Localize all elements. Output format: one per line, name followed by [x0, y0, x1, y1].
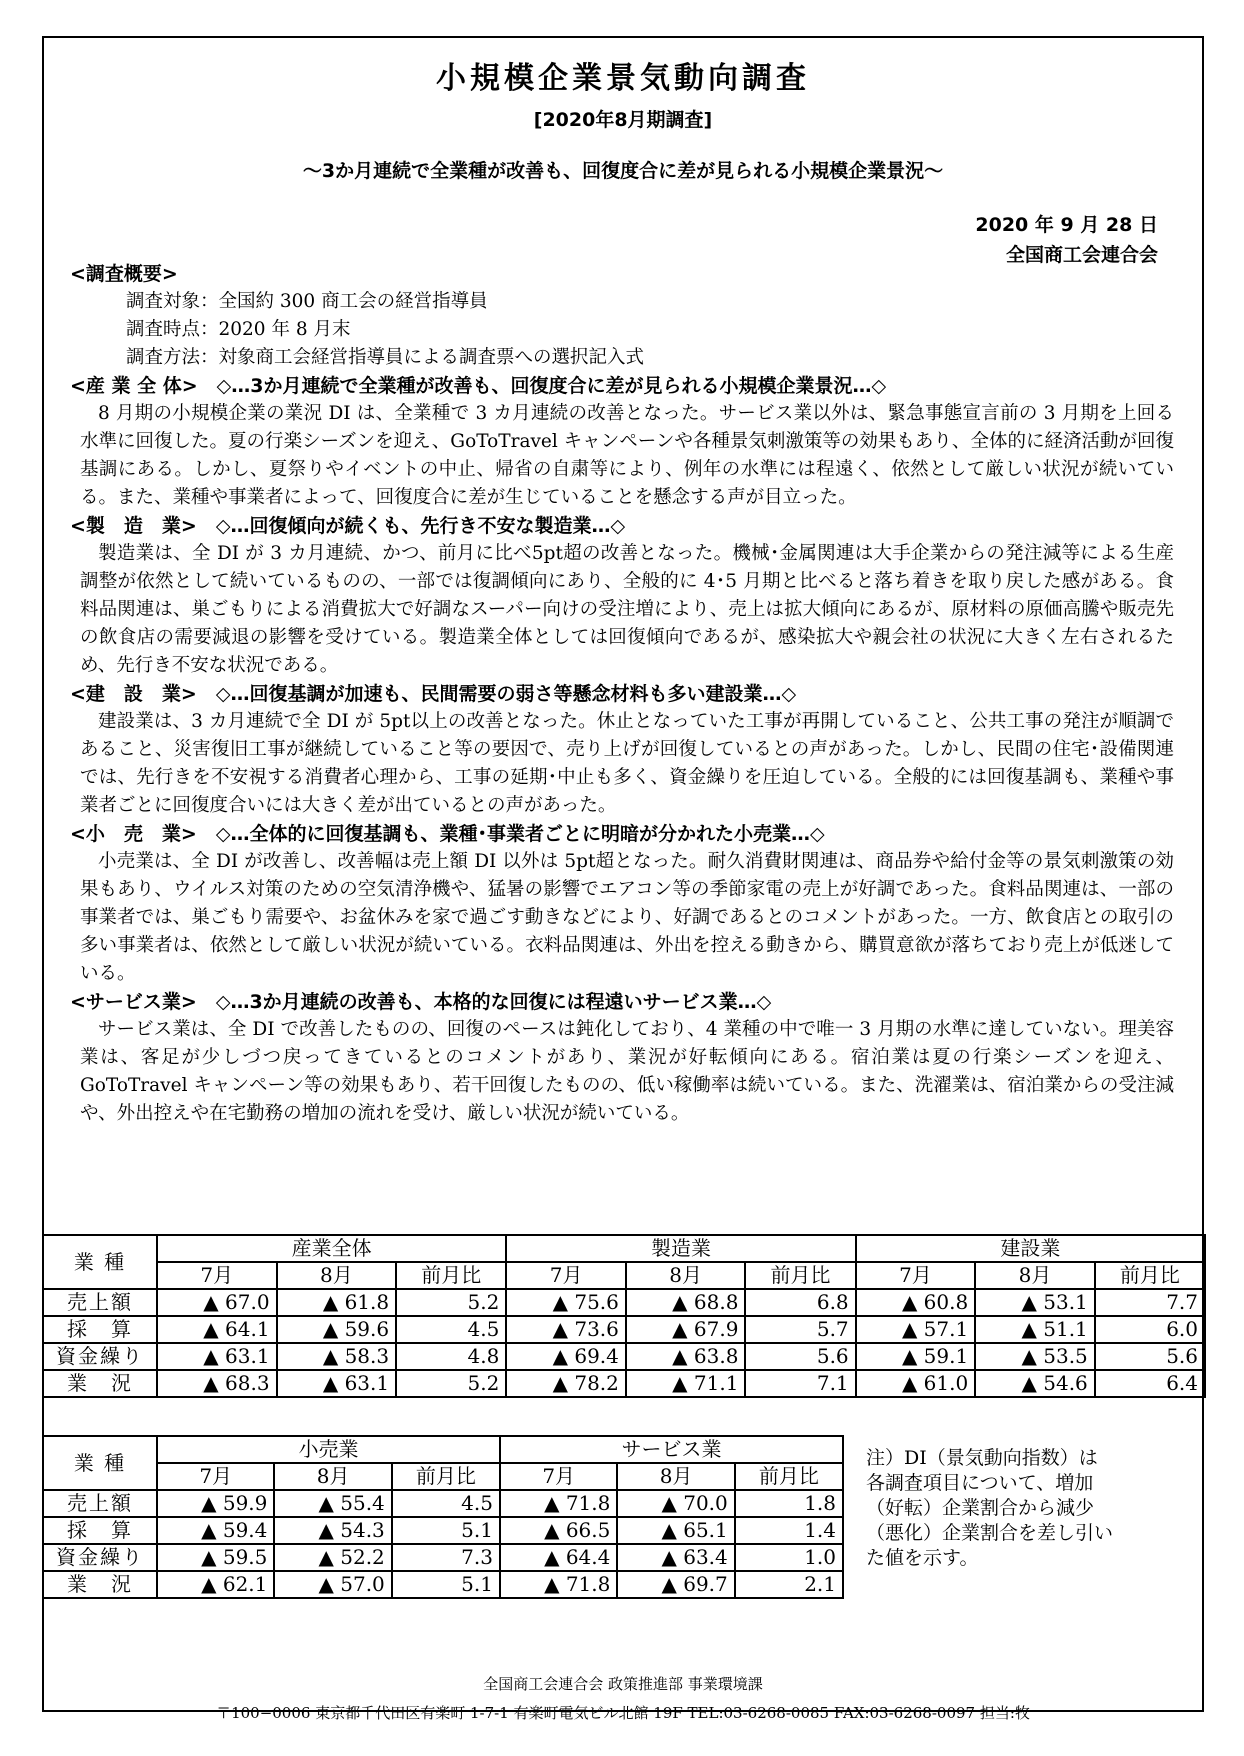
di-note: [866, 1446, 1166, 1571]
table-cell: ▲ 70.0: [617, 1490, 734, 1517]
table-cell: ▲ 64.1: [157, 1316, 277, 1343]
table-cell: ▲ 64.4: [500, 1544, 617, 1571]
table-cell: ▲ 60.8: [856, 1289, 976, 1316]
section-text-all: 8 月期の小規模企業の業況 DI は、全業種で 3 カ月連続の改善となった。サービス業以外は、緊急事態宣言前の 3 月期を上回る水準に回復した。夏の行楽シーズンを迎え、GoToTravel キャンペーンや各種景気刺激策等の効果もあり、全体的に経済活動が回復基調にある。しかし、夏祭りやイベントの中止、帰省の自粛等により、例年の水準には程遠く、依然として厳しい状況が続いている。また、業種や事業者によって、回復度合に差が生じていることを懸念する声が目立った。: [80, 403, 1174, 508]
table-cell: ▲ 53.1: [975, 1289, 1095, 1316]
table-cell: 7.1: [745, 1370, 855, 1397]
table-cell: ▲ 73.6: [506, 1316, 626, 1343]
table-cell: ▲ 67.9: [626, 1316, 746, 1343]
table-col-header: 前月比: [735, 1463, 843, 1490]
row-label: 資金繰り: [43, 1544, 157, 1571]
section-text-retail: 小売業は、全 DI が改善し、改善幅は売上額 DI 以外は 5pt超となった。耐久消費財関連は、商品券や給付金等の景気刺激策の効果もあり、ウイルス対策のための空気清浄機や、猛暑の影響でエアコン等の季節家電の売上が好調であった。食料品関連は、一部の事業者では、巣ごもり需要や、お盆休みを家で過ごす動きなどにより、好調であるとのコメントがあった。一方、飲食店との取引の多い事業者は、依然として厳しい状況が続いている。衣料品関連は、外出を控える動きから、購買意欲が落ちており売上が低迷している。: [80, 851, 1174, 984]
table-cell: ▲ 71.8: [500, 1571, 617, 1598]
table-cell: ▲ 57.0: [274, 1571, 391, 1598]
note-line: （好転）企業割合から減少: [866, 1497, 1095, 1519]
table-col-header: 7月: [856, 1262, 976, 1289]
section-text-construction: 建設業は、3 カ月連続で全 DI が 5pt以上の改善となった。休止となっていた工事が再開していること、公共工事の発注が順調であること、災害復旧工事が継続していること等の要因で、売り上げが回復しているとの声があった。しかし、民間の住宅･設備関連では、先行きを不安視する消費者心理から、工事の延期･中止も多く、資金繰りを圧迫している。全般的には回復基調も、業種や事業者ごとに回復度合いには大きく差が出ているとの声があった。: [80, 711, 1174, 816]
table-corner: 業 種: [43, 1235, 157, 1289]
table-cell: ▲ 58.3: [277, 1343, 397, 1370]
table-cell: ▲ 63.4: [617, 1544, 734, 1571]
table-row: [43, 1517, 843, 1544]
table-cell: ▲ 63.1: [157, 1343, 277, 1370]
table-cell: 1.4: [735, 1517, 843, 1544]
table-corner: 業 種: [43, 1436, 157, 1490]
table-cell: ▲ 55.4: [274, 1490, 391, 1517]
row-label: 採 算: [43, 1517, 157, 1544]
row-label: 採 算: [43, 1316, 157, 1343]
body-text: [70, 260, 1180, 1128]
table-cell: ▲ 67.0: [157, 1289, 277, 1316]
publish-date: 2020 年 9 月 28 日: [975, 214, 1158, 236]
table-cell: ▲ 57.1: [856, 1316, 976, 1343]
row-label: 資金繰り: [43, 1343, 157, 1370]
table-cell: ▲ 53.5: [975, 1343, 1095, 1370]
table-cell: ▲ 71.8: [500, 1490, 617, 1517]
table-cell: 5.1: [392, 1571, 500, 1598]
table-row: [43, 1316, 1205, 1343]
document-frame: [42, 36, 1204, 1722]
table-cell: ▲ 69.4: [506, 1343, 626, 1370]
table-cell: 4.8: [396, 1343, 506, 1370]
subtitle: 〜3か月連続で全業種が改善も、回復度合に差が見られる小規模企業景況〜: [302, 160, 944, 182]
table-cell: 6.0: [1095, 1316, 1205, 1343]
row-label: 売上額: [43, 1490, 157, 1517]
table-cell: ▲ 63.1: [277, 1370, 397, 1397]
table-cell: 6.8: [745, 1289, 855, 1316]
footer-department: 全国商工会連合会 政策推進部 事業環境課: [483, 1675, 763, 1693]
table-cell: ▲ 75.6: [506, 1289, 626, 1316]
table-row: [43, 1289, 1205, 1316]
table-col-header: 8月: [975, 1262, 1095, 1289]
table-group-header: 産業全体: [157, 1235, 506, 1262]
table-cell: 1.0: [735, 1544, 843, 1571]
row-label: 業 況: [43, 1571, 157, 1598]
table-cell: 5.7: [745, 1316, 855, 1343]
section-heading-construction: <建 設 業> ◇…回復基調が加速も、民間需要の弱さ等懸念材料も多い建設業…◇: [70, 683, 797, 705]
table-cell: 5.1: [392, 1517, 500, 1544]
section-text-service: サービス業は、全 DI で改善したものの、回復のペースは鈍化しており、4 業種の中で唯一 3 月期の水準に達していない。理美容業は、客足が少しづつ戻ってきているとのコメントがあり、業況が好転傾向にある。宿泊業は夏の行楽シーズンを迎え、GoToTravel キャンペーン等の効果もあり、若干回復したものの、低い稼働率は続いている。また、洗濯業は、宿泊業からの受注減や、外出控えや在宅勤務の増加の流れを受け、厳しい状況が続いている。: [80, 1019, 1174, 1124]
publisher-org: 全国商工会連合会: [1005, 244, 1158, 266]
table-row: [43, 1571, 843, 1598]
note-line: 各調査項目について、増加: [866, 1472, 1094, 1494]
section-heading-manufacturing: <製 造 業> ◇…回復傾向が続くも、先行き不安な製造業…◇: [70, 515, 626, 537]
table-col-header: 7月: [157, 1463, 274, 1490]
section-heading-all: <産 業 全 体> ◇…3か月連続で全業種が改善も、回復度合に差が見られる小規模企業景況…◇: [70, 375, 887, 397]
table-cell: 6.4: [1095, 1370, 1205, 1397]
table-cell: 4.5: [396, 1316, 506, 1343]
section-heading-retail: <小 売 業> ◇…全体的に回復基調も、業種･事業者ごとに明暗が分かれた小売業…◇: [70, 823, 825, 845]
table-col-header: 前月比: [1095, 1262, 1205, 1289]
table-col-header: 前月比: [396, 1262, 506, 1289]
table-row: [43, 1490, 843, 1517]
overview-time: 調査時点：2020 年 8 月末: [126, 319, 351, 340]
table-cell: ▲ 66.5: [500, 1517, 617, 1544]
table-cell: 7.7: [1095, 1289, 1205, 1316]
overview-method: 調査方法：対象商工会経営指導員による調査票への選択記入式: [126, 347, 645, 368]
table-cell: 2.1: [735, 1571, 843, 1598]
table-cell: 5.6: [1095, 1343, 1205, 1370]
section-heading-service: <サービス業> ◇…3か月連続の改善も、本格的な回復には程遠いサービス業…◇: [70, 991, 772, 1013]
table-cell: ▲ 71.1: [626, 1370, 746, 1397]
table-cell: ▲ 78.2: [506, 1370, 626, 1397]
table-col-header: 7月: [506, 1262, 626, 1289]
note-line: 注）DI（景気動向指数）は: [866, 1447, 1098, 1469]
overview-heading: <調査概要>: [70, 263, 178, 285]
table-cell: ▲ 59.1: [856, 1343, 976, 1370]
table-cell: 7.3: [392, 1544, 500, 1571]
table-cell: ▲ 69.7: [617, 1571, 734, 1598]
di-table-2: [42, 1435, 844, 1599]
table-row: [43, 1343, 1205, 1370]
page-title: 小規模企業景気動向調査: [436, 61, 810, 96]
row-label: 売上額: [43, 1289, 157, 1316]
table-group-header: サービス業: [500, 1436, 843, 1463]
table-cell: ▲ 59.5: [157, 1544, 274, 1571]
section-text-manufacturing: 製造業は、全 DI が 3 カ月連続、かつ、前月に比べ5pt超の改善となった。機械･金属関連は大手企業からの発注減等による生産調整が依然として続いているものの、一部では復調傾向にあり、全般的に 4･5 月期と比べると落ち着きを取り戻した感がある。食料品関連は、巣ごもりによる消費拡大で好調なスーパー向けの受注増により、売上は拡大傾向にあるが、原材料の原価高騰や販売先の飲食店の需要減退の影響を受けている。製造業全体としては回復傾向であるが、感染拡大や親会社の状況に大きく左右されるため、先行き不安な状況である。: [80, 543, 1174, 676]
table-col-header: 7月: [157, 1262, 277, 1289]
table-row: [43, 1544, 843, 1571]
table-col-header: 8月: [274, 1463, 391, 1490]
table-group-header: 小売業: [157, 1436, 500, 1463]
table-cell: ▲ 61.8: [277, 1289, 397, 1316]
note-line: た値を示す。: [866, 1547, 979, 1569]
survey-issue: [2020年8月期調査]: [533, 109, 713, 131]
table-col-header: 7月: [500, 1463, 617, 1490]
table-cell: 5.2: [396, 1289, 506, 1316]
table-cell: ▲ 59.4: [157, 1517, 274, 1544]
table-group-header: 建設業: [856, 1235, 1205, 1262]
table-cell: ▲ 59.6: [277, 1316, 397, 1343]
table-cell: ▲ 51.1: [975, 1316, 1095, 1343]
table-col-header: 前月比: [392, 1463, 500, 1490]
table-cell: 1.8: [735, 1490, 843, 1517]
table-cell: ▲ 54.3: [274, 1517, 391, 1544]
di-table-1: [42, 1234, 1206, 1398]
table-col-header: 8月: [626, 1262, 746, 1289]
table-cell: 5.6: [745, 1343, 855, 1370]
table-cell: ▲ 61.0: [856, 1370, 976, 1397]
table-cell: ▲ 65.1: [617, 1517, 734, 1544]
table-cell: ▲ 59.9: [157, 1490, 274, 1517]
table-group-header: 製造業: [506, 1235, 855, 1262]
table-cell: ▲ 54.6: [975, 1370, 1095, 1397]
overview-target: 調査対象：全国約 300 商工会の経営指導員: [126, 291, 488, 312]
table-cell: ▲ 52.2: [274, 1544, 391, 1571]
table-cell: ▲ 68.8: [626, 1289, 746, 1316]
table-cell: 5.2: [396, 1370, 506, 1397]
table-cell: 4.5: [392, 1490, 500, 1517]
row-label: 業 況: [43, 1370, 157, 1397]
table-cell: ▲ 63.8: [626, 1343, 746, 1370]
table-cell: ▲ 62.1: [157, 1571, 274, 1598]
table-col-header: 8月: [617, 1463, 734, 1490]
note-line: （悪化）企業割合を差し引い: [866, 1522, 1114, 1544]
footer-address: 〒100−0006 東京都千代田区有楽町 1-7-1 有楽町電気ビル北館 19F TEL:03-6268-0085 FAX:03-6268-0097 担当:牧: [216, 1704, 1030, 1722]
table-col-header: 8月: [277, 1262, 397, 1289]
table-cell: ▲ 68.3: [157, 1370, 277, 1397]
table-col-header: 前月比: [745, 1262, 855, 1289]
table-row: [43, 1370, 1205, 1397]
